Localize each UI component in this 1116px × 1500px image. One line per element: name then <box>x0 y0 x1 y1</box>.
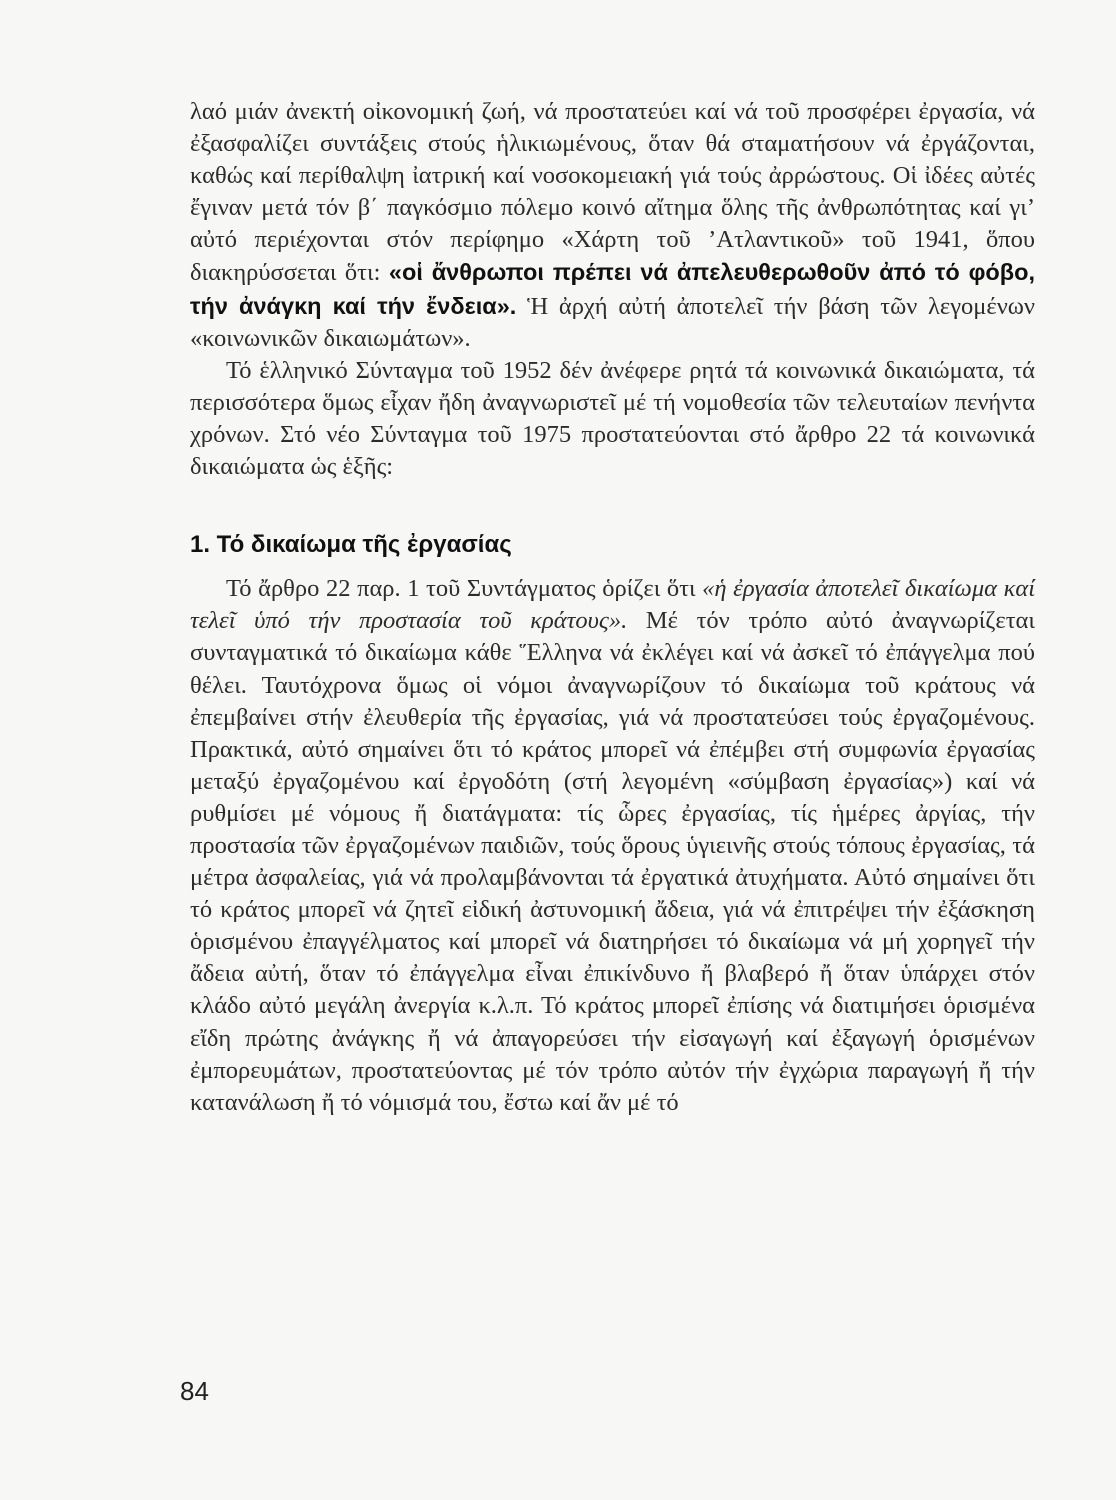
paragraph-1 <box>190 96 1035 355</box>
paragraph-3-text-end: Μέ τόν τρόπο αὐτό ἀναγνωρίζεται συνταγματικά τό δικαίωμα κάθε Ἕλληνα νά ἐκλέγει καί νά ἀσκεῖ τό ἐπάγγελμα πού θέλει. Ταυτόχρονα ὅμως οἱ νόμοι ἀναγνωρίζουν τό δικαίωμα τοῦ κράτους νά ἐπεμβαίνει στήν ἐλευθερία τῆς ἐργασίας, γιά νά προστατεύσει τούς ἐργαζομένους. Πρακτικά, αὐτό σημαίνει ὅτι τό κράτος μπορεῖ νά ἐπέμβει στή συμφωνία ἐργασίας μεταξύ ἐργαζομένου καί ἐργοδότη (στή λεγομένη «σύμβαση ἐργασίας») καί νά ρυθμίσει μέ νόμους ἤ διατάγματα: τίς ὧρες ἐργασίας, τίς ἡμέρες ἀργίας, τήν προστασία τῶν ἐργαζομένων παιδιῶν, τούς ὅρους ὑγιεινῆς στούς τόπους ἐργασίας, τά μέτρα ἀσφαλείας, γιά νά προλαμβάνονται τά ἐργατικά ἀτυχήματα. Αὐτό σημαίνει ὅτι τό κράτος μπορεῖ νά ζητεῖ εἰδική ἀστυνομική ἄδεια, γιά νά ἐπιτρέψει τήν ἐξάσκηση ὁρισμένου ἐπαγγέλματος καί μπορεῖ νά διατηρήσει τό δικαίωμα νά μή χορηγεῖ τήν ἄδεια αὐτή, ὅταν τό ἐπάγγελμα εἶναι ἐπικίνδυνο ἤ βλαβερό ἤ ὅταν ὑπάρχει στόν κλάδο αὐτό μεγάλη ἀνεργία κ.λ.π. Τό κράτος μπορεῖ ἐπίσης νά διατιμήσει ὁρισμένα εἴδη πρώτης ἀνάγκης ἤ νά ἀπαγορεύσει τήν εἰσαγωγή καί ἐξαγωγή ὁρισμένων ἐμπορευμάτων, προστατεύοντας μέ τόν τρόπο αὐτόν τήν ἐγχώρια παραγωγή ἤ τήν κατανάλωση ἤ τό νόμισμά του, ἔστω καί ἄν μέ τό <box>190 607 1035 1116</box>
page-body <box>190 96 1035 1119</box>
paragraph-1-text: λαό μιάν ἀνεκτή οἰκονομική ζωή, νά προστατεύει καί νά τοῦ προσφέρει ἐργασία, νά ἐξασφαλίζει συντάξεις στούς ἡλικιωμένους, ὅταν θά σταματήσουν νά ἐργάζονται, καθώς καί περίθαλψη ἰατρική καί νοσοκομειακή γιά τούς ἀρρώστους. Οἱ ἰδέες αὐτές ἔγιναν μετά τόν β΄ παγκόσμιο πόλεμο κοινό αἴτημα ὅλης τῆς ἀνθρωπότητας καί γι’ αὐτό περιέχονται στόν περίφημο «Χάρτη τοῦ ’Ατλαντικοῦ» τοῦ 1941, ὅπου διακηρύσσεται ὅτι: <box>190 98 1035 287</box>
paragraph-1-text-end: Ἡ ἀρχή αὐτή ἀποτελεῖ τήν βάση τῶν λεγομένων «κοινωνικῶν δικαιωμάτων». <box>190 292 1035 352</box>
atlantic-charter-quote: «οἱ ἄνθρωποι πρέπει νά ἀπελευθερωθοῦν ἀπό τό φόβο, τήν ἀνάγκη καί τήν ἔνδεια». <box>190 259 1035 319</box>
paragraph-3 <box>190 573 1035 1119</box>
section-heading: 1. Τό δικαίωμα τῆς ἐργασίας <box>190 531 512 559</box>
paragraph-2: Τό ἑλληνικό Σύνταγμα τοῦ 1952 δέν ἀνέφερε ρητά τά κοινωνικά δικαιώματα, τά περισσότερα ὅμως εἶχαν ἤδη ἀναγνωριστεῖ μέ τή νομοθεσία τῶν τελευταίων πενήντα χρόνων. Στό νέο Σύνταγμα τοῦ 1975 προστατεύονται στό ἄρθρο 22 τά κοινωνικά δικαιώματα ὡς ἑξῆς: <box>190 356 1035 481</box>
page-number: 84 <box>180 1376 209 1406</box>
paragraph-3-text: Τό ἄρθρο 22 παρ. 1 τοῦ Συντάγματος ὁρίζει ὅτι <box>226 575 703 603</box>
constitution-quote: «ἡ ἐργασία ἀποτελεῖ δικαίωμα καί τελεῖ ὑπό τήν προστασία τοῦ κράτους». <box>190 575 1035 635</box>
